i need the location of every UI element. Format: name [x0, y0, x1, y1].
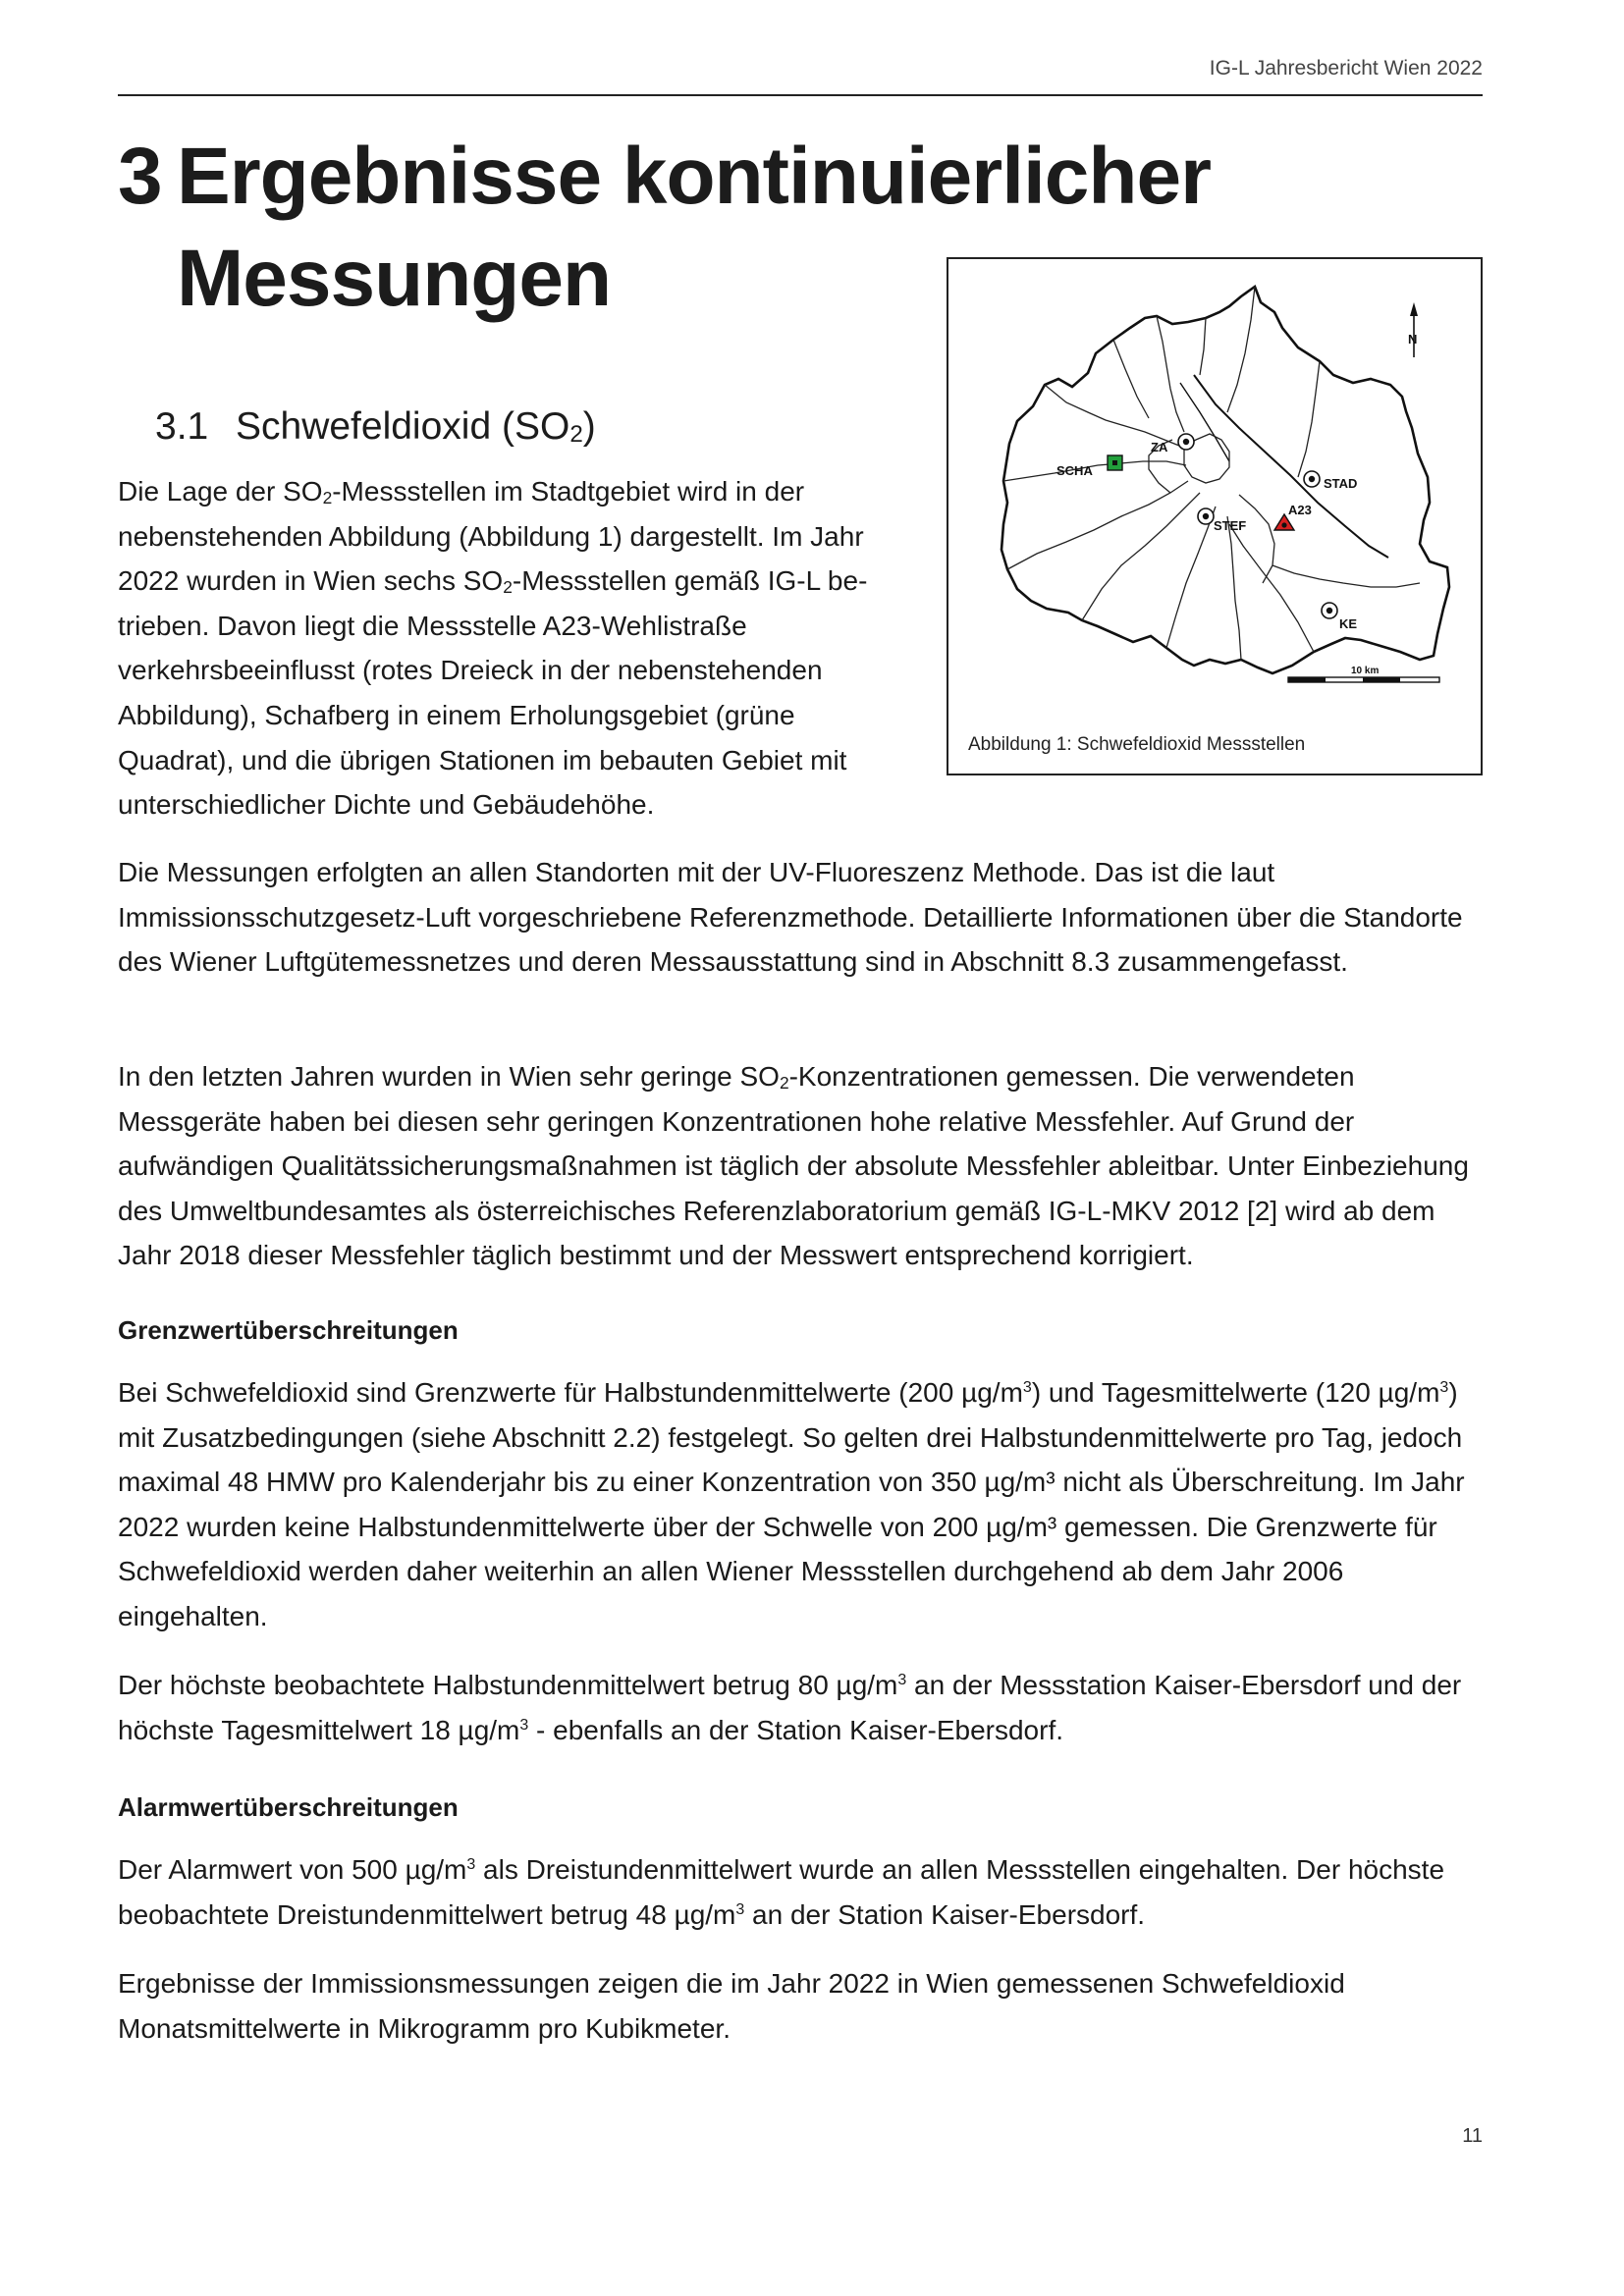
method-paragraph: Die Messungen erfolgten an allen Standorten mit der UV-Fluoreszenz Methode. Das ist die laut Immissionsschutzgesetz-Luft vorgeschriebene Referenzmethode. Detaillierte Informationen über die Standorte des Wiener Luftgütemessnetzes und deren Messausstattung sind in Abschnitt 8.3 zusammengefasst.	[118, 857, 1463, 978]
limit-paragraph-1	[118, 1370, 1492, 1639]
station-stef-label: STEF	[1214, 518, 1247, 533]
limit-p2-sup-1: 3	[897, 1672, 907, 1688]
section-title-end: )	[582, 405, 596, 448]
recent-sub: 2	[779, 1073, 789, 1093]
results-paragraph: Ergebnisse der Immissionsmessungen zeigen die im Jahr 2022 in Wien gemessenen Schwefeldioxid Monatsmittelwerte in Mikrogramm pro Kubikmeter.	[118, 1968, 1345, 2044]
station-a23-label: A23	[1288, 503, 1312, 517]
limit-p2-text-b: an der Messstation Kaiser-Ebersdorf und der höchste Tagesmittelwert 18 µg/m	[118, 1670, 1462, 1745]
alarm-sup-1: 3	[466, 1856, 476, 1873]
limit-p1-sup-1: 3	[1022, 1379, 1032, 1396]
limit-p1-text-a: Bei Schwefeldioxid sind Grenzwerte für Halbstundenmittelwerte (200 µg/m	[118, 1377, 1023, 1408]
alarm-sup-2: 3	[735, 1900, 745, 1918]
intro-text-2: -Messstellen im Stadtgebiet wird in der nebenstehenden Abbildung (Abbildung 1) dargestellt. Im Jahr 2022 wurden in Wien sechs SO	[118, 476, 864, 597]
limit-p1-text-b: ) und Tagesmittelwerte (120 µg/m	[1031, 1377, 1440, 1408]
station-stef-marker	[1198, 508, 1214, 524]
intro-paragraph	[118, 469, 903, 828]
scale-bar	[1288, 677, 1439, 682]
limit-paragraph-2	[118, 1663, 1492, 1752]
vienna-district-map	[948, 259, 1481, 721]
north-arrow-icon	[1410, 302, 1418, 357]
station-za-marker	[1178, 434, 1194, 450]
limit-p1-sup-2: 3	[1439, 1379, 1449, 1396]
intro-sub-1: 2	[322, 488, 333, 507]
alarm-text-c: an der Station Kaiser-Ebersdorf.	[744, 1898, 1146, 1930]
station-stad-marker	[1304, 471, 1320, 487]
intro-text-1: Die Lage der SO	[118, 476, 323, 507]
alarm-exceedances-heading: Alarmwertüberschreitungen	[118, 1792, 459, 1822]
limit-p2-text-a: Der höchste beobachtete Halbstundenmittelwert betrug 80 µg/m	[118, 1670, 898, 1700]
figure-station-map	[947, 257, 1483, 775]
section-number: 3.1	[155, 405, 209, 448]
station-ke-marker	[1322, 603, 1337, 618]
alarm-text-a: Der Alarmwert von 500 µg/m	[118, 1854, 467, 1885]
limit-p2-text-c: - ebenfalls an der Station Kaiser-Ebersdorf.	[528, 1714, 1064, 1745]
alarm-paragraph	[118, 1847, 1492, 1937]
intro-sub-2: 2	[503, 577, 513, 598]
station-za-label: ZA	[1151, 440, 1168, 454]
city-boundary	[1001, 287, 1449, 673]
chapter-title-line2: Messungen	[177, 234, 612, 323]
limit-exceedances-heading: Grenzwertüberschreitungen	[118, 1315, 459, 1345]
scale-label: 10 km	[1351, 666, 1380, 676]
chapter-title-line1: Ergebnisse kontinuierlicher	[177, 132, 1211, 221]
station-stad-label: STAD	[1324, 476, 1358, 491]
limit-p1-text-c: ) mit Zusatzbedingungen (siehe Abschnitt 2.2) festgelegt. So gelten drei Halbstundenmittelwerte pro Tag, jedoch maximal 48 HMW pro Kalenderjahr bis zu einer Konzentration von 350 µg/m³ nicht als Überschreitung. Im Jahr 2022 wurden keine Halbstundenmittelwerte über der Schwelle von 200 µg/m³ gemessen. Die Grenzwerte für Schwefeldioxid werden daher weiterhin an allen Wiener Messstellen durchgehend ab dem Jahr 2006 eingehalten.	[118, 1377, 1465, 1631]
intro-text-3: -Messstellen gemäß IG-L betrieben. Davon liegt die Messstelle A23-Wehlistraße verkehrsbeeinflusst (rotes Dreieck in der nebenstehenden Abbildung), Schafberg in einem Erholungsgebiet (grüne Quadrat), und die übrigen Stationen im bebauten Gebiet mit unterschiedlicher Dichte und Gebäudehöhe.	[118, 565, 868, 821]
alarm-text-b: als Dreistundenmittelwert wurde an allen Messstellen eingehalten. Der höchste beobachtete Dreistundenmittelwert betrug 48 µg/m	[118, 1854, 1445, 1930]
recent-text-2: -Konzentrationen gemessen. Die verwendeten Messgeräte haben bei diesen sehr geringen Konzentrationen hohe relative Messfehler. Auf Grund der aufwändigen Qualitätssicherungsmaßnahmen ist täglich der absolute Messfehler ableitbar. Unter Einbeziehung des Umweltbundesamtes als österreichisches Referenzlaboratorium gemäß IG-L-MKV 2012 [2] wird ab dem Jahr 2018 dieser Messfehler täglich bestimmt und der Messwert entsprechend korrigiert.	[118, 1061, 1469, 1271]
limit-p2-sup-2: 3	[519, 1716, 529, 1734]
chapter-number: 3	[118, 132, 162, 221]
figure-caption: Abbildung 1: Schwefeldioxid Messstellen	[968, 734, 1306, 755]
section-title-text: Schwefeldioxid (SO	[236, 405, 570, 448]
section-title-subscript: 2	[569, 421, 583, 448]
header-divider	[118, 94, 1483, 96]
station-scha-label: SCHA	[1056, 463, 1093, 478]
page-number: 11	[1462, 2125, 1483, 2147]
north-label: N	[1408, 332, 1418, 347]
recent-years-paragraph	[118, 1054, 1492, 1278]
station-ke-label: KE	[1339, 616, 1358, 631]
section-title	[155, 400, 596, 454]
running-header: IG-L Jahresbericht Wien 2022	[1209, 57, 1483, 80]
station-scha-marker	[1108, 455, 1122, 470]
recent-text-1: In den letzten Jahren wurden in Wien sehr geringe SO	[118, 1061, 780, 1092]
